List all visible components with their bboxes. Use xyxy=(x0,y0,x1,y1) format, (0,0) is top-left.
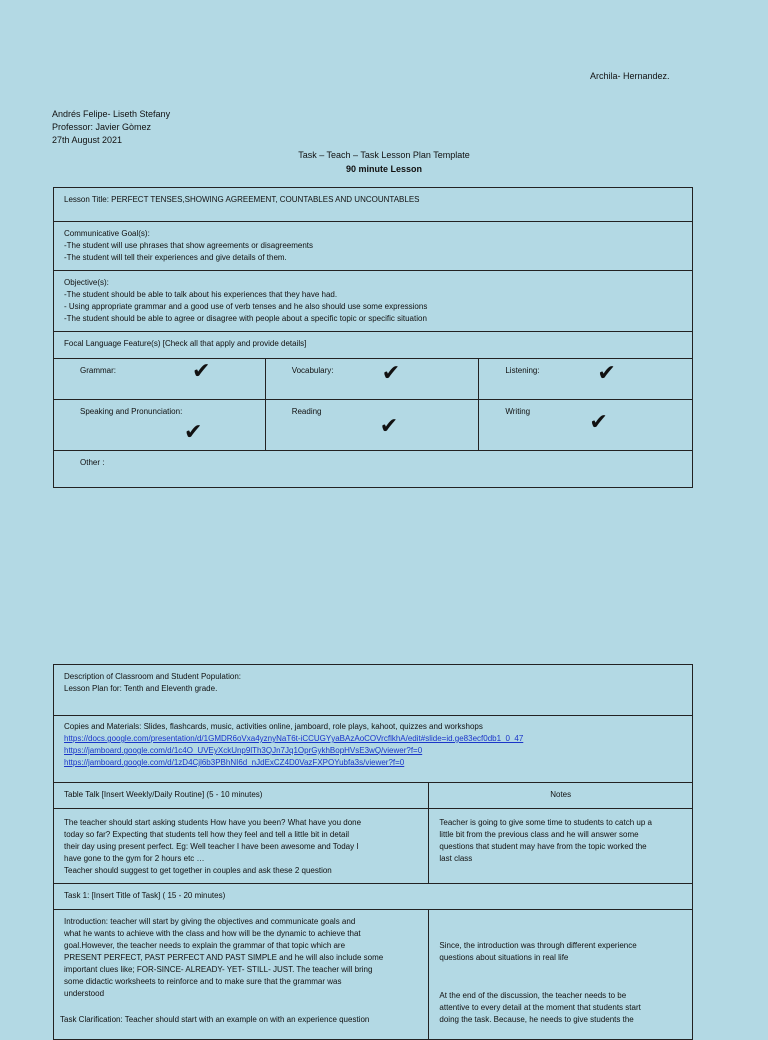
materials-label: Copies and Materials: Slides, flashcards, music, activities online, jamboard, role plays, kahoot, quizzes and workshops xyxy=(64,722,483,731)
writing-label: Writing xyxy=(505,407,531,416)
description-label: Description of Classroom and Student Population: xyxy=(64,672,241,681)
lesson-title-cell xyxy=(54,188,693,222)
lesson-title: Lesson Title: PERFECT TENSES,SHOWING AGREEMENT, COUNTABLES AND UNCOUNTABLES xyxy=(64,195,420,204)
notes-label: Notes xyxy=(550,790,572,799)
document-date: 27th August 2021 xyxy=(52,135,123,145)
text-line: The teacher should start asking students How have you been? What have you done xyxy=(64,818,362,827)
text-line: understood xyxy=(64,989,105,998)
communicative-goal-item: -The student will tell their experiences and give details of them. xyxy=(64,253,287,262)
communicative-goals-cell xyxy=(54,222,693,271)
text-line: Since, the introduction was through different experience xyxy=(439,941,637,950)
text-line: goal.However, the teacher needs to explain the grammar of that topic which are xyxy=(64,941,346,950)
text-line: important clues like; FOR-SINCE- ALREADY- YET- STILL- JUST. The teacher will bring xyxy=(64,965,373,974)
text-line: Teacher should suggest to get together in couples and ask these 2 question xyxy=(64,866,332,875)
text-line: last class xyxy=(439,854,473,863)
student-names: Andrés Felipe- Liseth Stefany xyxy=(52,109,171,119)
notes-header-cell xyxy=(429,783,693,809)
focal-language-label: Focal Language Feature(s) [Check all that apply and provide details] xyxy=(64,339,307,348)
other-cell xyxy=(54,451,693,488)
checkmark-icon: ✔ xyxy=(379,414,399,439)
text-line: PRESENT PERFECT, PAST PERFECT AND PAST SIMPLE and he will also include some xyxy=(64,953,384,962)
title-line-2: 90 minute Lesson xyxy=(345,164,423,174)
text-line: questions that student may have from the topic worked the xyxy=(439,842,647,851)
grammar-label: Grammar: xyxy=(80,366,116,375)
reading-cell xyxy=(265,400,479,451)
author-surname: Archila- Hernandez. xyxy=(590,71,670,81)
task1-content-cell xyxy=(54,910,429,1040)
text-line: At the end of the discussion, the teacher needs to be xyxy=(439,991,627,1000)
vocabulary-label: Vocabulary: xyxy=(291,366,334,375)
objective-item: -The student should be able to talk about his experiences that they have had. xyxy=(64,290,338,299)
text-line: some didactic worksheets to reinforce and to make sure that the grammar was xyxy=(64,977,342,986)
task-clarification: Task Clarification: Teacher should start with an example on with an experience question xyxy=(60,1015,370,1024)
table-talk-label-cell xyxy=(54,783,429,809)
materials-cell xyxy=(54,716,693,783)
speaking-cell xyxy=(54,400,266,451)
checkmark-icon: ✔ xyxy=(597,361,616,386)
text-line: Introduction: teacher will start by giving the objectives and communicate goals and xyxy=(64,917,356,926)
other-label: Other : xyxy=(80,458,105,467)
task1-label: Task 1: [Insert Title of Task] ( 15 - 20 minutes) xyxy=(64,891,226,900)
materials-link[interactable]: https://docs.google.com/presentation/d/1GMDR6oVxa4yznyNaT6t-iCCUGYyaBAzAoCOVrcflkhA/edit#slide=id.ge83ecf0db1_0_47 xyxy=(64,734,524,743)
table-talk-content-cell xyxy=(54,809,429,884)
objectives-label: Objective(s): xyxy=(64,278,109,287)
professor-name: Professor: Javier Gòmez xyxy=(52,122,152,132)
listening-cell xyxy=(479,359,693,400)
table-talk-notes-cell xyxy=(429,809,693,884)
text-line: what he wants to achieve with the class and how will be the dynamic to achieve that xyxy=(64,929,361,938)
vocabulary-cell xyxy=(265,359,479,400)
text-line: their day using present perfect. Eg: Well teacher I have been awesome and Today I xyxy=(64,842,359,851)
lesson-plan-table xyxy=(53,187,693,488)
checkmark-icon: ✔ xyxy=(184,420,203,445)
listening-label: Listening: xyxy=(505,366,540,375)
communicative-goal-item: -The student will use phrases that show agreements or disagreements xyxy=(64,241,314,250)
title-line-1: Task – Teach – Task Lesson Plan Template xyxy=(298,150,470,160)
text-line: today so far? Expecting that students tell how they feel and tell a little bit in detail xyxy=(64,830,350,839)
communicative-goals-label: Communicative Goal(s): xyxy=(64,229,150,238)
task1-label-cell xyxy=(54,884,693,910)
text-line: have gone to the gym for 2 hours etc … xyxy=(64,854,205,863)
objectives-cell xyxy=(54,271,693,332)
lesson-procedure-table xyxy=(53,664,693,1040)
document-title xyxy=(0,148,768,176)
reading-label: Reading xyxy=(291,407,322,416)
objective-item: -The student should be able to agree or disagree with people about a specific topic or specific situation xyxy=(64,314,427,323)
description-cell xyxy=(54,665,693,716)
text-line: questions about situations in real life xyxy=(439,953,569,962)
checkmark-icon: ✔ xyxy=(589,410,608,435)
text-line: Teacher is going to give some time to students to catch up a xyxy=(439,818,652,827)
text-line: doing the task. Because, he needs to give students the xyxy=(439,1015,634,1024)
table-talk-label: Table Talk [Insert Weekly/Daily Routine] (5 - 10 minutes) xyxy=(64,790,263,799)
writing-cell xyxy=(479,400,693,451)
grammar-cell xyxy=(54,359,266,400)
task1-notes-cell xyxy=(429,910,693,1040)
objective-item: - Using appropriate grammar and a good use of verb tenses and he also should use some expressions xyxy=(64,302,428,311)
text-line: attentive to every detail at the moment that students start xyxy=(439,1003,641,1012)
text-line: little bit from the previous class and he will answer some xyxy=(439,830,639,839)
checkmark-icon: ✔ xyxy=(192,359,211,384)
materials-link[interactable]: https://jamboard.google.com/d/1zD4Cjl6b3PBhNI6d_nJdExCZ4D0VazFXPOYubfa3s/viewer?f=0 xyxy=(64,758,405,767)
lesson-plan-for: Lesson Plan for: Tenth and Eleventh grade. xyxy=(64,684,218,693)
focal-language-cell xyxy=(54,332,693,359)
materials-link[interactable]: https://jamboard.google.com/d/1c4O_UVEyXckUnp9lTh3QJn7Jq1OprGykhBopHVsE3wQ/viewer?f=0 xyxy=(64,746,423,755)
checkmark-icon: ✔ xyxy=(381,361,401,386)
header-block xyxy=(52,108,170,147)
speaking-label: Speaking and Pronunciation: xyxy=(80,407,183,416)
